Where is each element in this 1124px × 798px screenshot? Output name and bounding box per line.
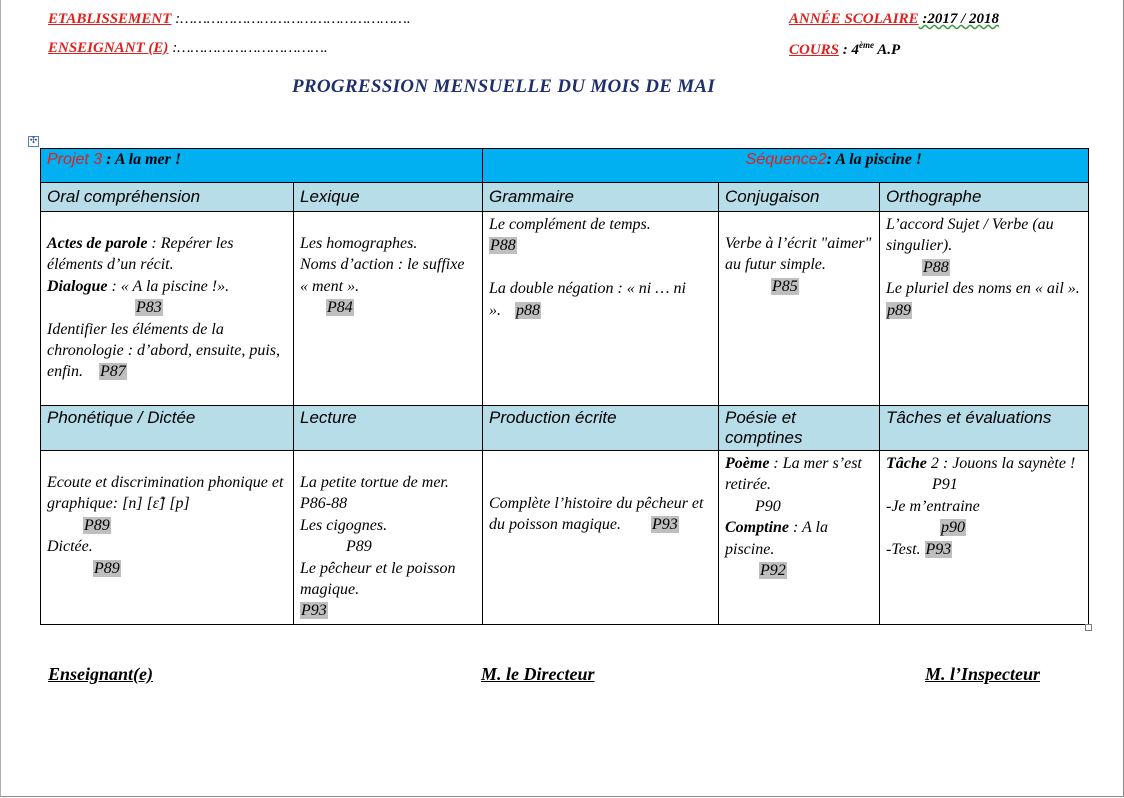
header-phonetique: Phonétique / Dictée	[41, 406, 294, 451]
enseignant-line	[48, 40, 328, 57]
signature-directeur: M. le Directeur	[481, 664, 595, 684]
page-ref: p88	[516, 301, 540, 319]
annee-line	[789, 11, 999, 28]
page-ref: P93	[301, 602, 327, 620]
cours-line	[789, 40, 900, 59]
etablissement-value: :…………………………………………….	[171, 11, 411, 27]
page-ref: P88	[923, 258, 949, 276]
header-orthographe: Orthographe	[880, 183, 1089, 212]
taches-cell: Tâche 2 : Jouons la saynète ! P91 -Je m’entraine p90 -Test. P93	[880, 451, 1089, 625]
conjugaison-cell: Verbe à l’écrit "aimer" au futur simple. P85	[719, 212, 880, 406]
header-lexique: Lexique	[294, 183, 483, 212]
lecture-cell: La petite tortue de mer. P86-88 Les cigognes. P89 Le pêcheur et le poisson magique. P93	[294, 451, 483, 625]
lexique-cell: Les homographes. Noms d’action : le suffixe « ment ». P84	[294, 212, 483, 406]
etablissement-line	[48, 11, 411, 28]
page-ref: p89	[887, 301, 911, 319]
page-ref: P84	[327, 299, 353, 317]
page-ref: P88	[490, 237, 516, 255]
header-grammaire: Grammaire	[483, 183, 719, 212]
projet-label: Projet 3	[47, 151, 103, 168]
table-row	[41, 212, 1089, 406]
annee-label: ANNÉE SCOLAIRE	[789, 11, 919, 27]
oral-cell: Actes de parole : Repérer les éléments d’un récit. Dialogue : « A la piscine !». P83 Identifier les éléments de la chronologie : d’abord, ensuite, puis, enfin. P87	[41, 212, 294, 406]
grammaire-cell: Le complément de temps. P88 La double négation : « ni … ni ». p88	[483, 212, 719, 406]
page-ref: P89	[346, 538, 372, 556]
page-ref: P93	[652, 516, 678, 534]
page-ref: P91	[932, 476, 958, 494]
signature-enseignant: Enseignant(e)	[48, 664, 154, 684]
sequence-cell	[483, 149, 1089, 183]
page-ref: P90	[755, 497, 781, 515]
cours-value: : 4ème A.P	[839, 40, 901, 58]
header-conjugaison: Conjugaison	[719, 183, 880, 212]
etablissement-label: ETABLISSEMENT	[48, 11, 172, 27]
table-resize-handle[interactable]	[1085, 624, 1092, 631]
table-row	[41, 406, 1089, 451]
header-production: Production écrite	[483, 406, 719, 451]
projet-value: : A la mer !	[102, 151, 182, 168]
header-lecture: Lecture	[294, 406, 483, 451]
table-row	[41, 149, 1089, 183]
header-taches: Tâches et évaluations	[880, 406, 1089, 451]
page-ref: P85	[772, 277, 798, 295]
page-ref: P89	[94, 559, 120, 577]
page-title: PROGRESSION MENSUELLE DU MOIS DE MAI	[292, 76, 716, 97]
cours-label: COURS	[789, 42, 840, 58]
orthographe-cell: L’accord Sujet / Verbe (au singulier). P88 Le pluriel des noms en « ail ». p89	[880, 212, 1089, 406]
page-ref: P87	[100, 363, 126, 381]
signature-inspecteur: M. l’Inspecteur	[925, 664, 1041, 684]
production-cell: Complète l’histoire du pêcheur et du poisson magique. P93	[483, 451, 719, 625]
table-row	[41, 183, 1089, 212]
sequence-value: : A la piscine !	[826, 151, 923, 168]
projet-cell	[41, 149, 483, 183]
page-ref: P92	[760, 562, 786, 580]
page-ref: P89	[84, 516, 110, 534]
phonetique-cell: Ecoute et discrimination phonique et graphique: [n] [ɛ̃] [p] P89 Dictée. P89	[41, 451, 294, 625]
header-poesie: Poésie et comptines	[719, 406, 880, 451]
sequence-label: Séquence2	[745, 151, 827, 168]
enseignant-value: :…………………………….	[168, 40, 328, 56]
poesie-cell: Poème : La mer s’est retirée. P90 Comptine : A la piscine. P92	[719, 451, 880, 625]
page-ref: P93	[925, 540, 952, 558]
table-row	[41, 451, 1089, 625]
enseignant-label: ENSEIGNANT (E)	[48, 40, 169, 56]
progression-table	[40, 148, 1089, 625]
page-ref: P83	[136, 299, 162, 317]
header-oral: Oral compréhension	[41, 183, 294, 212]
table-move-handle-icon[interactable]: ✣	[29, 136, 38, 146]
page-ref: p90	[941, 519, 965, 537]
annee-value: :2017 / 2018	[918, 11, 1000, 27]
